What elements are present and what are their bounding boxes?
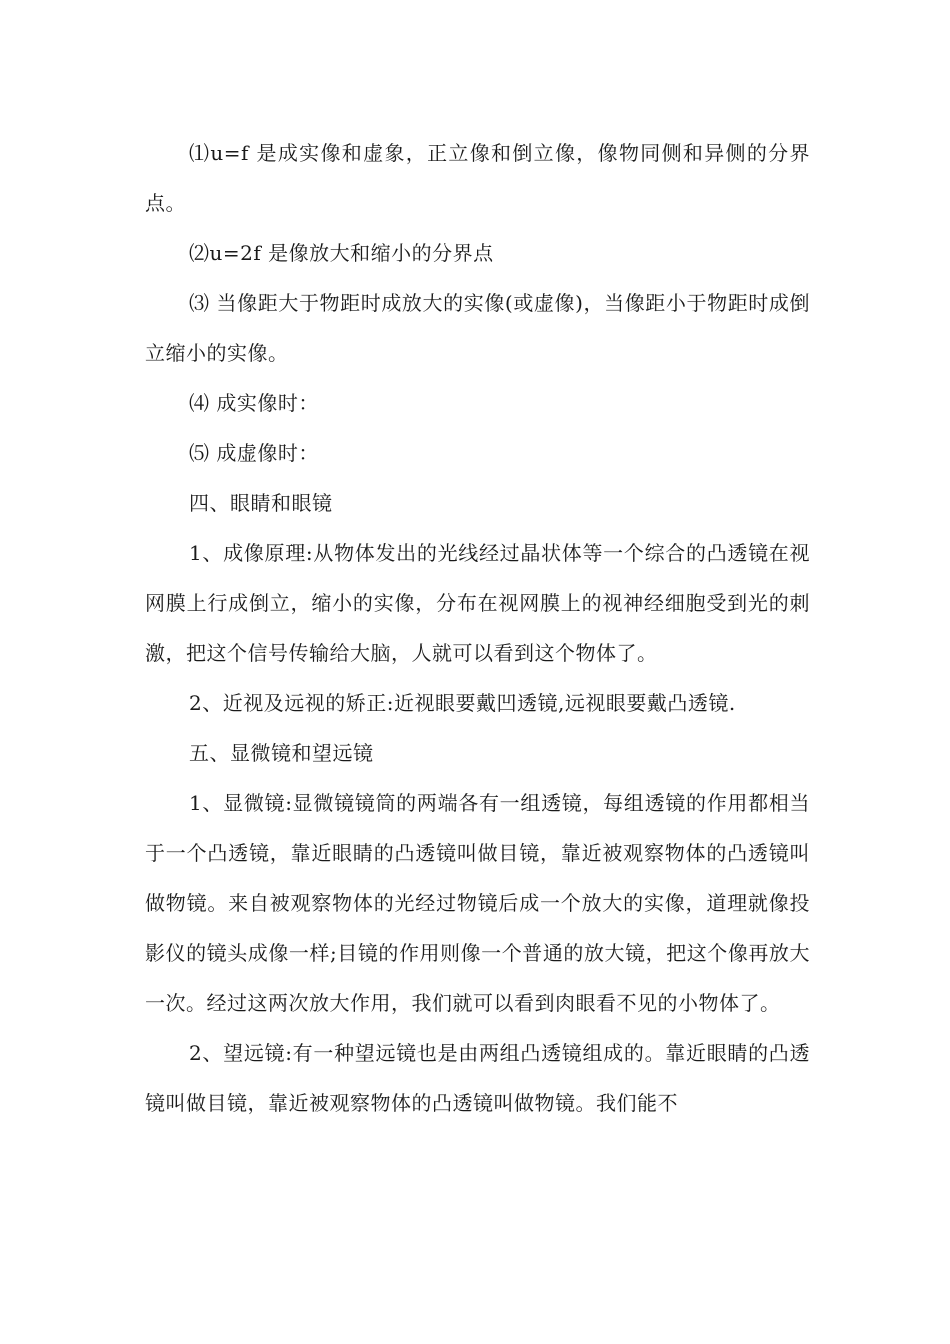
paragraph-vision-correction: 2、近视及远视的矫正:近视眼要戴凹透镜,远视眼要戴凸透镜. [189, 691, 736, 715]
paragraph-real-image: ⑷ 成实像时： [189, 391, 319, 415]
section-heading-microscope-telescope: 五、显微镜和望远镜 [189, 741, 374, 765]
paragraph-virtual-image: ⑸ 成虚像时： [189, 441, 319, 465]
paragraph-telescope: 2、望远镜:有一种望远镜也是由两组凸透镜组成的。靠近眼睛的凸透镜叫做目镜，靠近被观察物体的凸透镜叫做物镜。我们能不 [145, 1041, 810, 1115]
paragraph-microscope: 1、显微镜:显微镜镜筒的两端各有一组透镜，每组透镜的作用都相当于一个凸透镜，靠近眼睛的凸透镜叫做目镜，靠近被观察物体的凸透镜叫做物镜。来自被观察物体的光经过物镜后成一个放大的实像，道理就像投影仪的镜头成像一样;目镜的作用则像一个普通的放大镜，把这个像再放大一次。经过这两次放大作用，我们就可以看到肉眼看不见的小物体了。 [145, 791, 810, 1015]
section-heading-eyes-glasses: 四、眼睛和眼镜 [189, 491, 333, 515]
document-body [145, 128, 810, 1128]
paragraph-imaging-principle: 1、成像原理:从物体发出的光线经过晶状体等一个综合的凸透镜在视网膜上行成倒立，缩小的实像，分布在视网膜上的视神经细胞受到光的刺激，把这个信号传输给大脑，人就可以看到这个物体了。 [145, 541, 810, 665]
paragraph-u-equals-2f: ⑵u=2f 是像放大和缩小的分界点 [189, 241, 494, 265]
paragraph-image-distance: ⑶ 当像距大于物距时成放大的实像(或虚像)，当像距小于物距时成倒立缩小的实像。 [145, 291, 810, 365]
paragraph-u-equals-f: ⑴u=f 是成实像和虚象，正立像和倒立像，像物同侧和异侧的分界点。 [145, 141, 810, 215]
